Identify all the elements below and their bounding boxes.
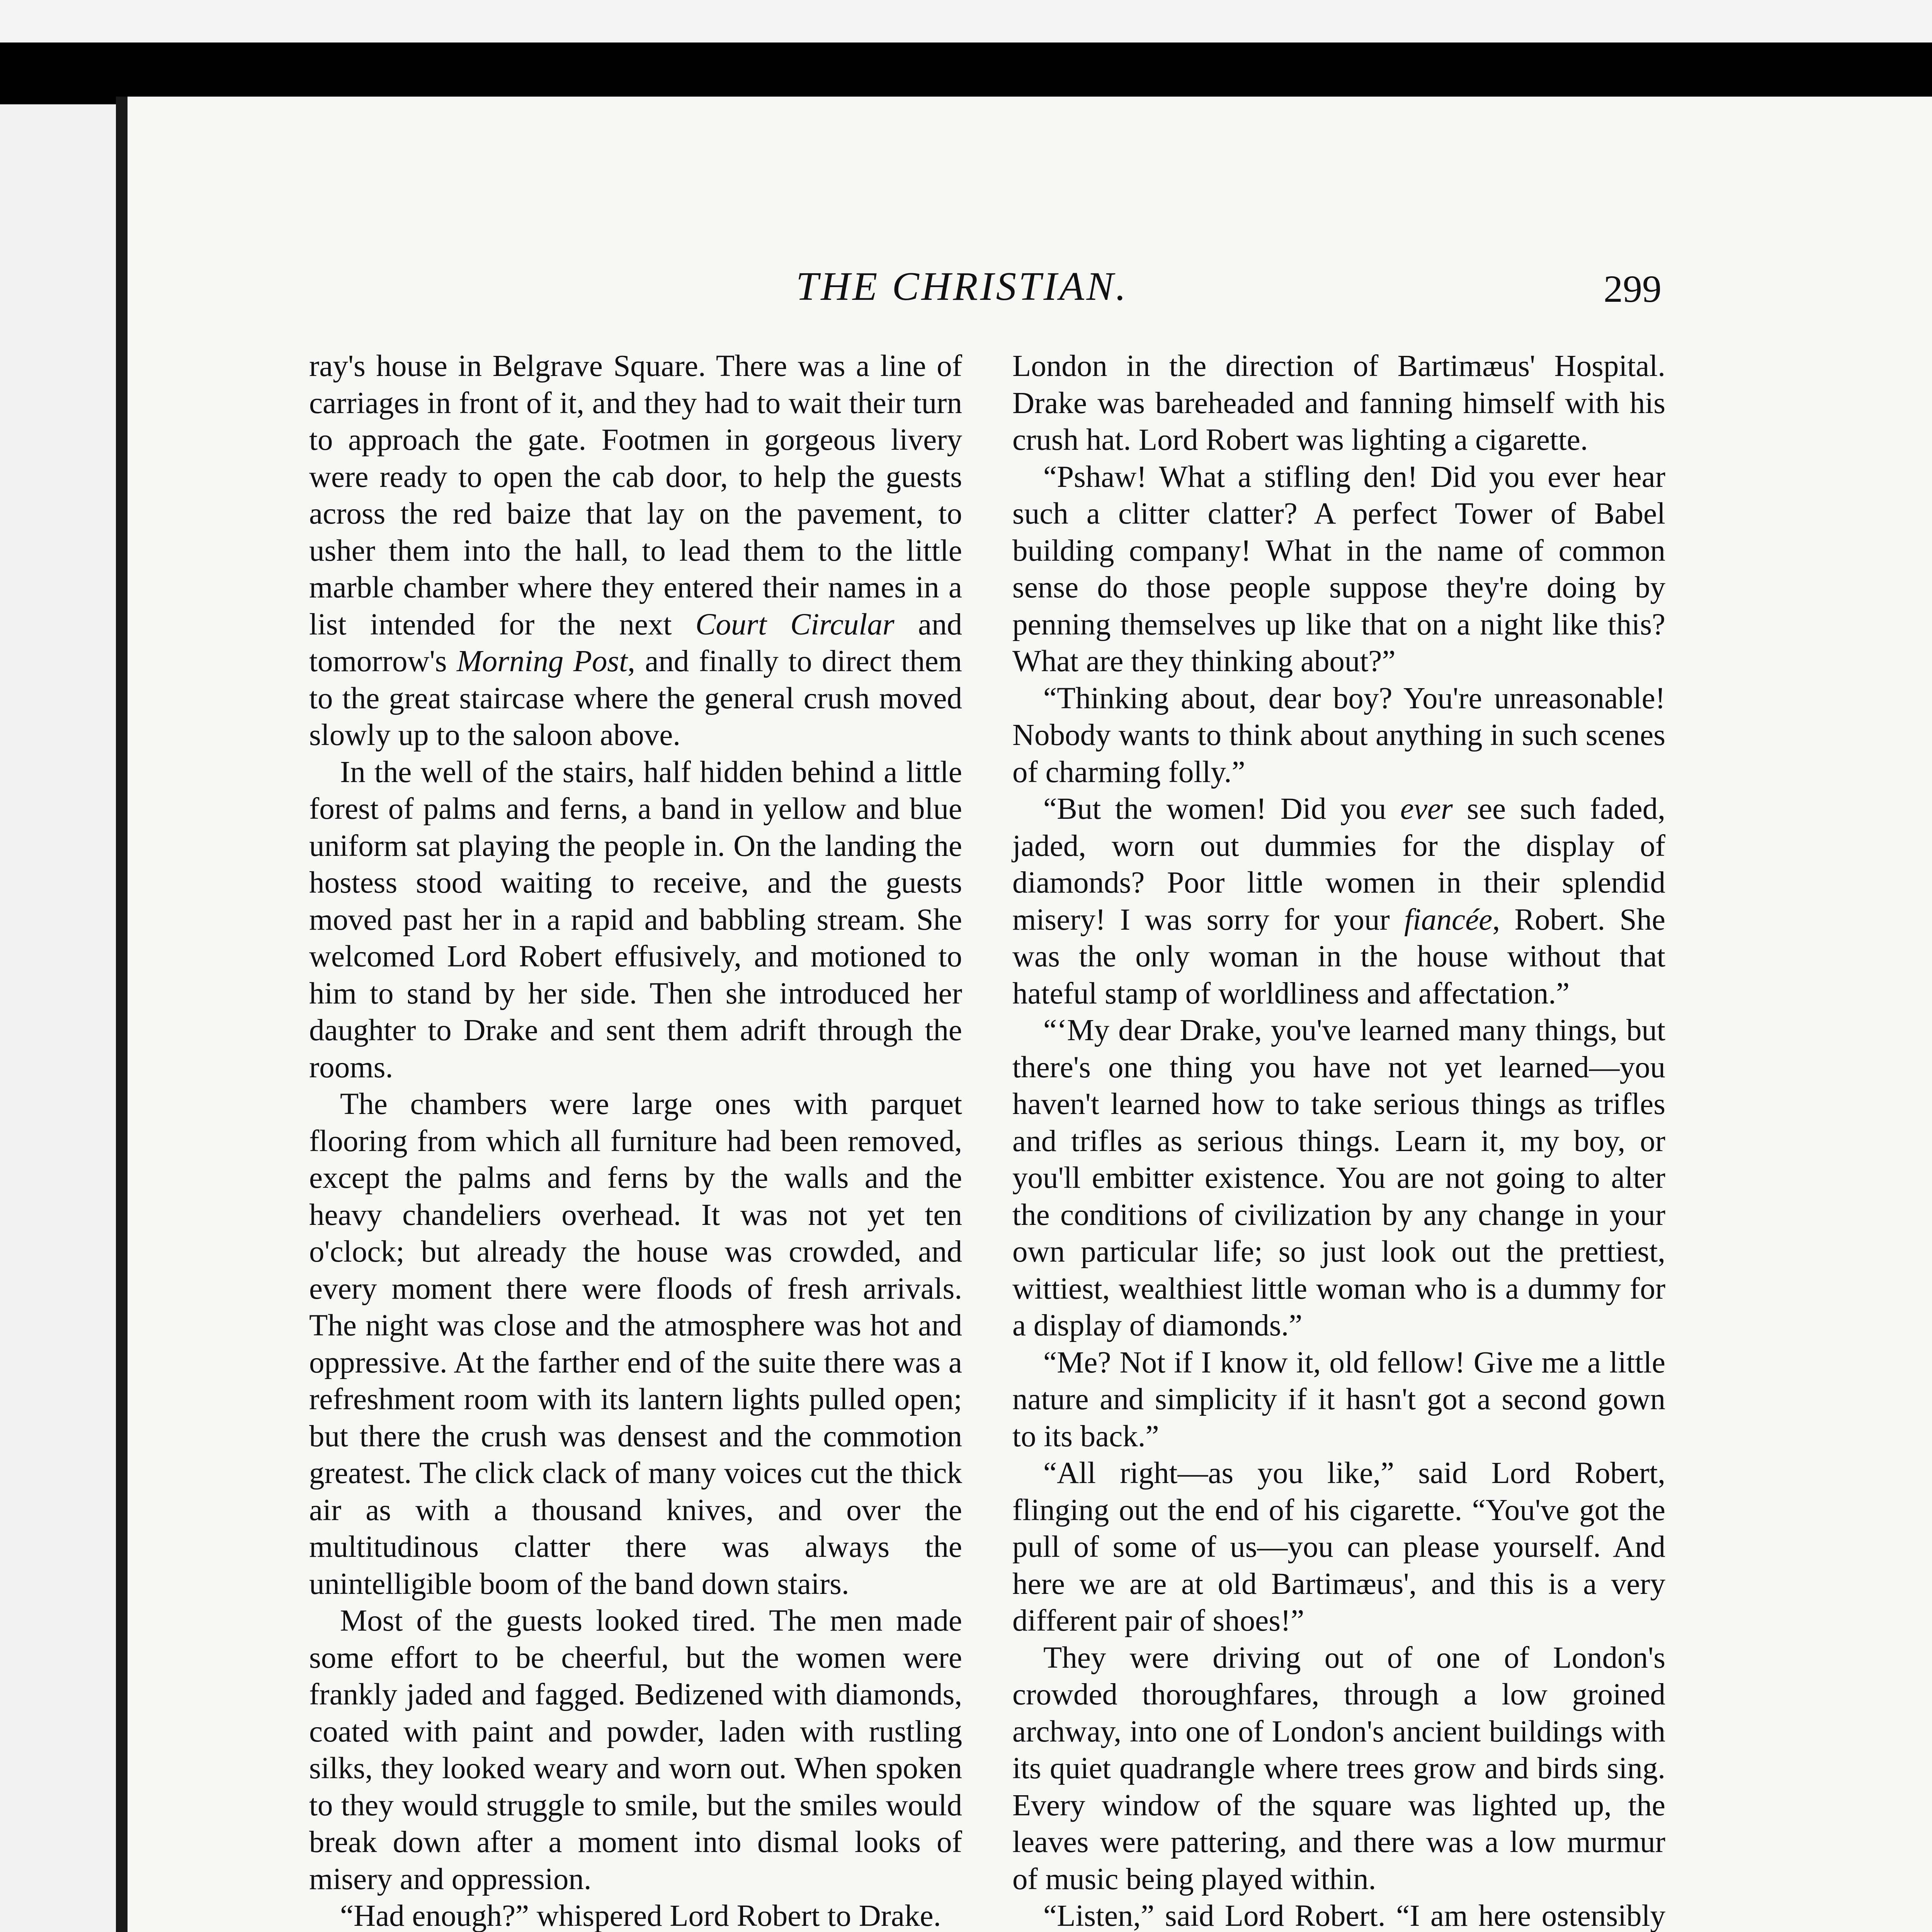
paragraph-text: Most of the guests looked tired. The men made some effort to be cheerful, but the women were frankly jaded and fagged. Bedizened with diamonds, coated with paint and powder, laden with rustling silks, they looked weary and worn out. When spoken to they would struggle to smile, but the smiles would break down after a moment into dismal looks of misery and oppression.: [309, 1604, 962, 1896]
paragraph-text: see such faded, jaded, worn out dummies for the display of diamonds? Poor little women in their splendid misery! I was sorry for your: [1012, 792, 1665, 937]
paragraph: [1012, 1455, 1665, 1639]
previous-page-edge: [0, 0, 1932, 43]
italic-text: fiancée: [1404, 903, 1493, 937]
paragraph-text: The chambers were large ones with parquet flooring from which all furniture had been removed, except the palms and ferns by the walls and the heavy chandeliers overhead. It was not yet ten o'clock; but already the house was crowded, and every moment there were floods of fresh arrivals. The night was close and the atmosphere was hot and oppressive. At the farther end of the suite there was a refreshment room with its lantern lights pulled open; but there the crush was densest and the commotion greatest. The click clack of many voices cut the thick air as with a thousand knives, and over the multitudinous clatter there was always the unintelligible boom of the band down stairs.: [309, 1087, 962, 1601]
paragraph-text: and tomorrow's: [309, 607, 962, 678]
page-number: 299: [1604, 267, 1662, 310]
paragraph-text: “Thinking about, dear boy? You're unreasonable! Nobody wants to think about anything in such scenes of charming folly.”: [1012, 681, 1665, 789]
paragraph: [1012, 680, 1665, 791]
paragraph: [1012, 1012, 1665, 1344]
paragraph: [309, 348, 962, 754]
paragraph-text: “All right—as you like,” said Lord Robert, flinging out the end of his cigarette. “You've got the pull of some of us—you can please yourself. And here we are at old Bartimæus', and this is a very different pair of shoes!”: [1012, 1456, 1665, 1638]
paragraph: [309, 754, 962, 1086]
facing-page-edge: [0, 104, 116, 1932]
text-column-left: [309, 348, 962, 1932]
paragraph: [309, 1086, 962, 1602]
text-column-right: [1012, 348, 1665, 1932]
paragraph-text: “But the women! Did you: [1043, 792, 1400, 826]
paragraph: [1012, 348, 1665, 459]
paragraph: [309, 1602, 962, 1898]
paragraph-text: In the well of the stairs, half hidden behind a little forest of palms and ferns, a band in yellow and blue uniform sat playing the people in. On the landing the hostess stood waiting to receive, and the guests moved past her in a rapid and babbling stream. She welcomed Lord Robert effusively, and motioned to him to stand by her side. Then she introduced her daughter to Drake and sent them adrift through the rooms.: [309, 755, 962, 1084]
paragraph: [309, 1898, 962, 1932]
paragraph-text: “Listen,” said Lord Robert. “I am here ostensibly: [1043, 1899, 1665, 1932]
paragraph: [1012, 791, 1665, 1012]
paragraph-text: , Robert. She was the only woman in the house without that hateful stamp of worldliness and affectation.”: [1012, 903, 1665, 1010]
paragraph-text: ray's house in Belgrave Square. There was a line of carriages in front of it, and they had to wait their turn to approach the gate. Footmen in gorgeous livery were ready to open the cab door, to help the guests across the red baize that lay on the pavement, to usher them into the hall, to lead them to the little marble chamber where they entered their names in a list intended for the next: [309, 349, 962, 641]
paragraph: [1012, 1639, 1665, 1898]
italic-text: Court Circular: [695, 607, 895, 641]
paragraph-text: London in the direction of Bartimæus' Hospital. Drake was bareheaded and fanning himself with his crush hat. Lord Robert was lighting a cigarette.: [1012, 349, 1665, 457]
running-title: THE CHRISTIAN.: [796, 264, 1128, 309]
italic-text: ever: [1400, 792, 1453, 826]
paragraph: [1012, 1898, 1665, 1932]
paragraph-text: , and finally to direct them to the great staircase where the general crush moved slowly up to the saloon above.: [309, 645, 963, 752]
paragraph-text: “Had enough?” whispered Lord Robert to Drake.: [340, 1899, 941, 1932]
italic-text: Morning Post: [456, 645, 628, 678]
paragraph-text: “Pshaw! What a stifling den! Did you ever hear such a clitter clatter? A perfect Tower of Babel building company! What in the name of common sense do those people suppose they're doing by penning themselves up like that on a night like this? What are they thinking about?”: [1012, 460, 1665, 678]
paragraph: [1012, 1344, 1665, 1455]
paragraph: [1012, 459, 1665, 680]
paragraph-text: They were driving out of one of London's crowded thoroughfares, through a low groined archway, into one of London's ancient buildings with its quiet quadrangle where trees grow and birds sing. Every window of the square was lighted up, the leaves were pattering, and there was a low murmur of music being played within.: [1012, 1641, 1665, 1896]
paragraph-text: “Me? Not if I know it, old fellow! Give me a little nature and simplicity if it hasn't got a second gown to its back.”: [1012, 1345, 1665, 1453]
paragraph-text: “‘My dear Drake, you've learned many things, but there's one thing you have not yet learned—you haven't learned how to take serious things as trifles and trifles as serious things. Learn it, my boy, or you'll embitter existence. You are not going to alter the conditions of civilization by any change in your own particular life; so just look out the prettiest, wittiest, wealthiest little woman who is a dummy for a display of diamonds.”: [1012, 1014, 1665, 1342]
